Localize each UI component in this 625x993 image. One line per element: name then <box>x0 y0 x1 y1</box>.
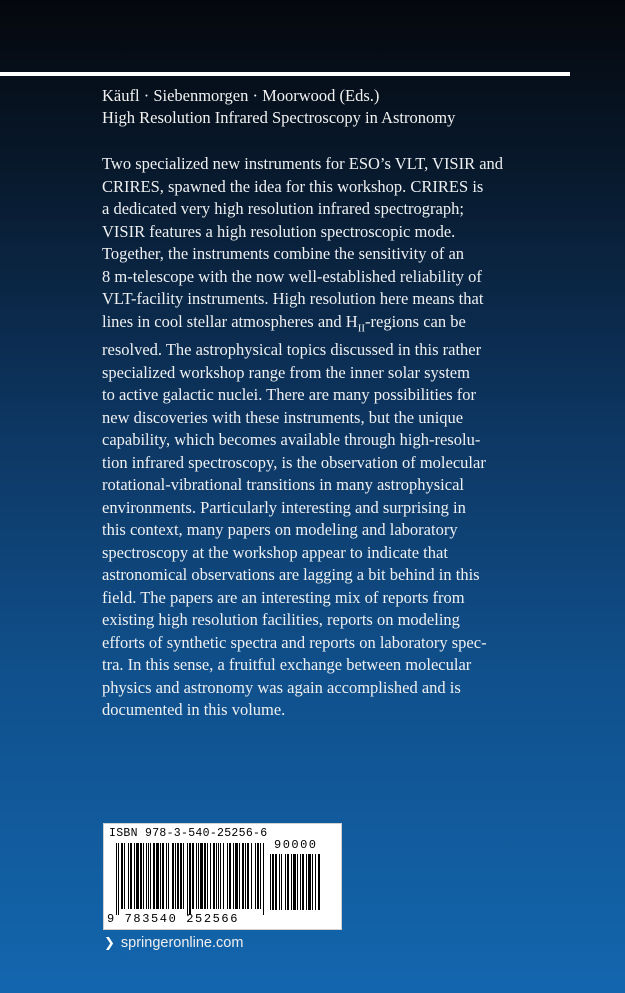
barcode-bar <box>196 843 197 909</box>
barcode-bar <box>200 843 203 909</box>
blurb-line: Together, the instruments combine the sensitivity of an <box>102 244 465 263</box>
barcode-bar <box>134 843 135 909</box>
barcode-bar <box>318 854 320 910</box>
authors-line: Käufl · Siebenmorgen · Moorwood (Eds.) <box>102 86 380 105</box>
barcode-bar <box>140 843 142 909</box>
barcode-bar <box>150 843 151 909</box>
barcode-addon-digits: 90000 <box>274 838 318 852</box>
blurb-line-part: lines in cool stellar atmospheres and H <box>102 311 358 331</box>
barcode-bar <box>223 843 224 909</box>
barcode-bar <box>183 843 184 909</box>
blurb-line: 8 m-telescope with the now well-established reliability of <box>102 266 482 286</box>
blurb-line: to active galactic nuclei. There are many possibilities for <box>102 385 477 405</box>
blurb-line: VISIR features a high resolution spectroscopic mode. <box>102 221 456 241</box>
barcode-bar <box>156 843 159 909</box>
blurb-line: new discoveries with these instruments, but the unique <box>102 407 464 427</box>
barcode-bar <box>118 843 119 915</box>
blurb-text <box>102 153 542 722</box>
barcode-bar <box>235 843 238 909</box>
barcode-bar <box>293 854 296 910</box>
barcode-bar <box>198 843 199 909</box>
barcode-bar <box>216 843 217 909</box>
barcode-bar <box>315 854 316 910</box>
blurb-line: this context, many papers on modeling and laboratory <box>102 520 458 540</box>
barcode-bar <box>306 854 307 910</box>
barcode-bar <box>255 843 256 909</box>
blurb-line: capability, which becomes available through high-resolu- <box>102 430 481 450</box>
barcode-bar <box>218 843 219 909</box>
blurb-line: CRIRES, spawned the idea for this workshop. CRIRES is <box>102 176 484 196</box>
barcode-bar <box>272 854 274 910</box>
barcode-bar <box>177 843 179 909</box>
isbn-number: ISBN 978-3-540-25256-6 <box>109 827 268 840</box>
barcode-addon-bars-icon <box>270 854 332 916</box>
blurb-line: resolved. The astrophysical topics discussed in this rather <box>102 340 482 360</box>
blurb-line: physics and astronomy was again accomplished and is <box>102 677 461 697</box>
barcode-bar <box>130 843 132 909</box>
blurb-line: tion infrared spectroscopy, is the observation of molecular <box>102 452 486 472</box>
barcode-bar <box>257 843 259 909</box>
barcode-bar <box>242 843 244 909</box>
barcode-bar <box>297 854 298 910</box>
barcode-bar <box>281 854 282 910</box>
blurb-line: astronomical observations are lagging a bit behind in this <box>102 565 480 585</box>
barcode-bar <box>136 843 139 909</box>
blurb-line-hii <box>102 311 542 340</box>
barcode-bar <box>302 854 304 910</box>
barcode-bar <box>153 843 155 909</box>
barcode-bar <box>148 843 149 909</box>
barcode-bars-icon <box>116 843 264 915</box>
blurb-line: efforts of synthetic spectra and reports on laboratory spec- <box>102 632 487 652</box>
hii-subscript: II <box>357 321 366 334</box>
barcode-bar <box>245 843 246 909</box>
barcode-bar <box>180 843 182 909</box>
barcode-bar <box>124 843 125 909</box>
barcode-bar <box>143 843 144 909</box>
barcode-bar <box>291 854 292 910</box>
barcode-bar <box>220 843 221 909</box>
barcode-bar <box>166 843 167 909</box>
barcode-bar <box>275 854 277 910</box>
barcode-bar <box>213 843 215 909</box>
barcode-bar <box>172 843 174 909</box>
barcode-bar <box>175 843 176 909</box>
barcode-bar <box>300 854 301 910</box>
blurb-line: VLT-facility instruments. High resolution here means that <box>102 289 484 308</box>
barcode-bar <box>285 854 286 910</box>
barcode-bar <box>160 843 161 909</box>
barcode-bar <box>128 843 129 909</box>
barcode-bar <box>210 843 211 909</box>
barcode-bar <box>260 843 261 909</box>
blurb-line: rotational-vibrational transitions in many astrophysical <box>102 475 465 495</box>
top-rule <box>0 72 570 76</box>
barcode-bar <box>287 854 289 910</box>
barcode-bar <box>204 843 206 909</box>
barcode-bar <box>227 843 228 909</box>
barcode-bar <box>229 843 231 909</box>
blurb-line: Two specialized new instruments for ESO’s VLT, VISIR and <box>102 154 504 173</box>
barcode-bar <box>251 843 252 909</box>
blurb-line: environments. Particularly interesting and surprising in <box>102 497 466 517</box>
barcode-bar <box>312 854 313 910</box>
barcode-bar <box>270 854 271 910</box>
barcode-bar <box>116 843 117 915</box>
blurb-line: specialized workshop range from the inner solar system <box>102 362 470 382</box>
website-link[interactable] <box>104 935 243 951</box>
blurb-line: tra. In this sense, a fruitful exchange between molecular <box>102 655 472 675</box>
isbn-barcode <box>103 823 342 930</box>
barcode-bar <box>247 843 249 909</box>
blurb-line: existing high resolution facilities, reports on modeling <box>102 610 460 630</box>
barcode-bar <box>308 854 311 910</box>
blurb-line: documented in this volume. <box>102 700 286 720</box>
chevron-right-icon: ❯ <box>104 935 115 950</box>
blurb-line-part: -regions can be <box>365 311 466 331</box>
barcode-bar <box>121 843 123 909</box>
website-url: springeronline.com <box>120 935 244 951</box>
barcode-bar <box>146 843 147 909</box>
barcode-bar <box>187 843 188 915</box>
barcode-bar <box>279 854 280 910</box>
barcode-ean-digits: 9 783540 252566 <box>107 912 240 926</box>
barcode-bar <box>207 843 208 909</box>
barcode-bar <box>168 843 169 909</box>
barcode-bar <box>239 843 240 909</box>
barcode-bar <box>233 843 234 909</box>
blurb-line: a dedicated very high resolution infrared spectrograph; <box>102 199 464 218</box>
barcode-bar <box>263 843 264 915</box>
barcode-bar <box>189 843 191 915</box>
barcode-bar <box>192 843 194 909</box>
barcode-bar <box>162 843 164 909</box>
blurb-line: field. The papers are an interesting mix of reports from <box>102 587 465 607</box>
blurb-line: spectroscopy at the workshop appear to indicate that <box>102 542 448 562</box>
book-title: High Resolution Infrared Spectroscopy in Astronomy <box>102 108 456 127</box>
